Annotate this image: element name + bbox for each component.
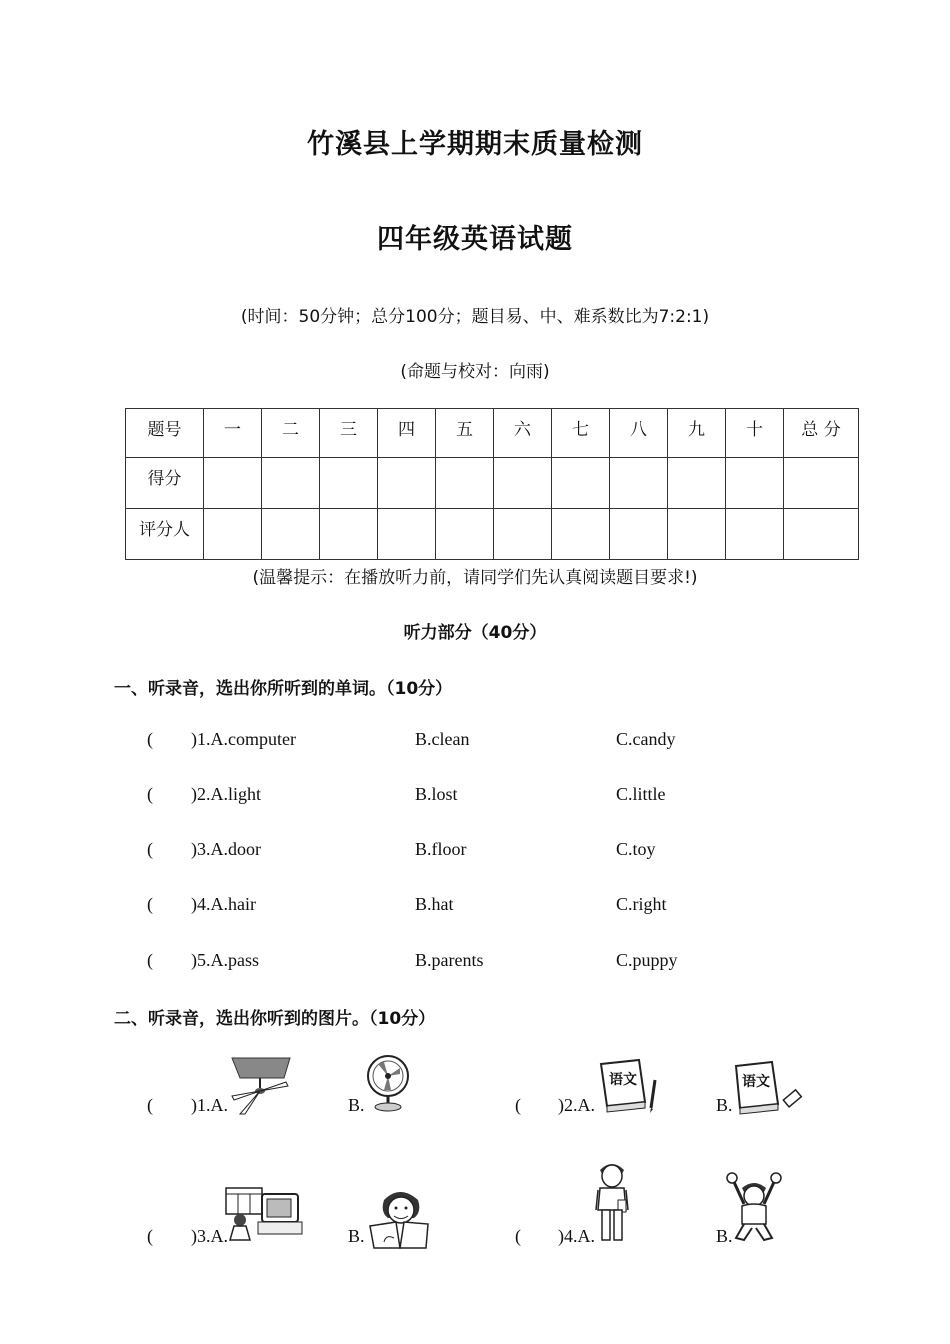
grader-cell[interactable] bbox=[320, 509, 378, 560]
grader-cell[interactable] bbox=[784, 509, 859, 560]
score-cell[interactable] bbox=[436, 458, 494, 509]
table-header-cell: 一 bbox=[204, 409, 262, 458]
grader-cell[interactable] bbox=[378, 509, 436, 560]
q2-option-a: )2.A.light bbox=[191, 784, 261, 804]
grader-cell[interactable] bbox=[726, 509, 784, 560]
table-header-cell: 八 bbox=[610, 409, 668, 458]
listening-tip: (温馨提示：在播放听力前，请同学们先认真阅读题目要求!) bbox=[252, 568, 698, 588]
row-label-grader: 评分人 bbox=[126, 509, 204, 560]
girl-watching-tv-icon bbox=[224, 1186, 304, 1244]
table-header-cell: 题号 bbox=[126, 409, 204, 458]
answer-paren[interactable]: ( bbox=[147, 950, 153, 970]
score-cell[interactable] bbox=[610, 458, 668, 509]
score-table-header-row bbox=[126, 409, 859, 458]
book-title: 语文 bbox=[609, 1073, 637, 1088]
answer-paren[interactable]: ( bbox=[147, 784, 153, 804]
grader-cell[interactable] bbox=[436, 509, 494, 560]
score-cell[interactable] bbox=[378, 458, 436, 509]
answer-paren[interactable]: ( bbox=[147, 1226, 153, 1246]
book-title: 语文 bbox=[742, 1075, 770, 1090]
chinese-book-pen-icon bbox=[595, 1058, 663, 1114]
q5-option-a: )5.A.pass bbox=[191, 950, 259, 970]
q3-option-b: B.floor bbox=[415, 839, 467, 859]
grader-cell[interactable] bbox=[552, 509, 610, 560]
answer-paren[interactable]: ( bbox=[147, 839, 153, 859]
table-header-cell: 二 bbox=[262, 409, 320, 458]
pic-q4-option-b: B. bbox=[716, 1226, 733, 1246]
table-header-cell: 三 bbox=[320, 409, 378, 458]
row-label-score: 得分 bbox=[126, 458, 204, 509]
q1-option-c: C.candy bbox=[616, 729, 676, 749]
answer-paren[interactable]: ( bbox=[147, 1095, 153, 1115]
q5-option-b: B.parents bbox=[415, 950, 484, 970]
pic-q1-option-b: B. bbox=[348, 1095, 365, 1115]
pic-q3-option-a: )3.A. bbox=[191, 1226, 228, 1246]
q1-option-b: B.clean bbox=[415, 729, 470, 749]
desk-fan-icon bbox=[364, 1054, 412, 1112]
q3-option-c: C.toy bbox=[616, 839, 656, 859]
ceiling-fan-icon bbox=[226, 1056, 292, 1118]
boy-standing-icon bbox=[594, 1160, 630, 1244]
pic-q2-option-b: B. bbox=[716, 1095, 733, 1115]
table-header-cell: 四 bbox=[378, 409, 436, 458]
grader-cell[interactable] bbox=[262, 509, 320, 560]
listening-part-title: 听力部分（40分） bbox=[403, 623, 547, 643]
score-cell[interactable] bbox=[784, 458, 859, 509]
pic-q4-option-a: )4.A. bbox=[558, 1226, 595, 1246]
section1-title: 一、听录音，选出你所听到的单词。（10分） bbox=[114, 679, 453, 699]
q3-option-a: )3.A.door bbox=[191, 839, 261, 859]
grader-row bbox=[126, 509, 859, 560]
score-cell[interactable] bbox=[320, 458, 378, 509]
table-header-cell: 七 bbox=[552, 409, 610, 458]
girl-reading-book-icon bbox=[366, 1186, 434, 1250]
score-cell[interactable] bbox=[204, 458, 262, 509]
grader-cell[interactable] bbox=[668, 509, 726, 560]
score-cell[interactable] bbox=[668, 458, 726, 509]
chinese-book-eraser-icon bbox=[730, 1060, 802, 1114]
page-subtitle: 四年级英语试题 bbox=[377, 224, 573, 255]
table-header-cell: 总 分 bbox=[784, 409, 859, 458]
answer-paren[interactable]: ( bbox=[147, 894, 153, 914]
pic-q3-option-b: B. bbox=[348, 1226, 365, 1246]
q4-option-c: C.right bbox=[616, 894, 667, 914]
pic-q1-option-a: )1.A. bbox=[191, 1095, 228, 1115]
answer-paren[interactable]: ( bbox=[515, 1226, 521, 1246]
grader-cell[interactable] bbox=[494, 509, 552, 560]
q2-option-b: B.lost bbox=[415, 784, 458, 804]
q2-option-c: C.little bbox=[616, 784, 666, 804]
answer-paren[interactable]: ( bbox=[515, 1095, 521, 1115]
table-header-cell: 九 bbox=[668, 409, 726, 458]
score-cell[interactable] bbox=[262, 458, 320, 509]
q4-option-a: )4.A.hair bbox=[191, 894, 256, 914]
pic-q2-option-a: )2.A. bbox=[558, 1095, 595, 1115]
grader-cell[interactable] bbox=[610, 509, 668, 560]
score-cell[interactable] bbox=[726, 458, 784, 509]
q5-option-c: C.puppy bbox=[616, 950, 678, 970]
boy-cheering-icon bbox=[726, 1172, 782, 1244]
section2-title: 二、听录音，选出你听到的图片。（10分） bbox=[114, 1009, 436, 1029]
q1-option-a: )1.A.computer bbox=[191, 729, 296, 749]
score-cell[interactable] bbox=[552, 458, 610, 509]
exam-info: (时间：50分钟；总分100分；题目易、中、难系数比为7:2:1) bbox=[240, 307, 710, 327]
score-table bbox=[125, 408, 859, 560]
answer-paren[interactable]: ( bbox=[147, 729, 153, 749]
grader-cell[interactable] bbox=[204, 509, 262, 560]
score-cell[interactable] bbox=[494, 458, 552, 509]
score-row bbox=[126, 458, 859, 509]
q4-option-b: B.hat bbox=[415, 894, 454, 914]
table-header-cell: 六 bbox=[494, 409, 552, 458]
table-header-cell: 五 bbox=[436, 409, 494, 458]
table-header-cell: 十 bbox=[726, 409, 784, 458]
exam-author: (命题与校对：向雨) bbox=[400, 362, 550, 382]
page-title: 竹溪县上学期期末质量检测 bbox=[307, 129, 643, 160]
